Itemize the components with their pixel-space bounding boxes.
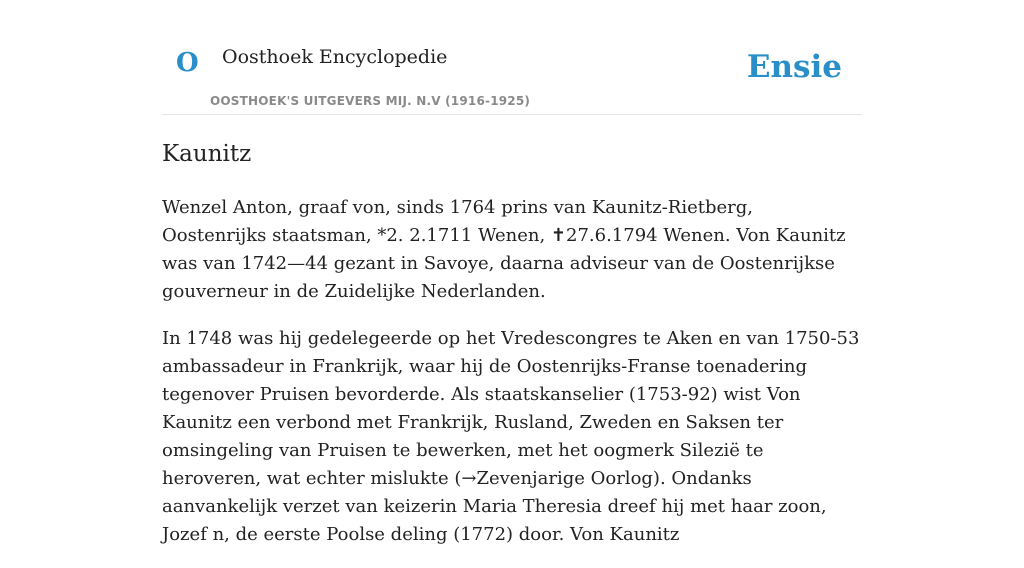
site-header xyxy=(162,0,862,115)
publisher-subtitle: OOSTHOEK'S UITGEVERS MIJ. N.V (1916-1925) xyxy=(210,94,531,108)
encyclopedia-logo[interactable]: O xyxy=(176,48,199,78)
encyclopedia-title[interactable]: Oosthoek Encyclopedie xyxy=(222,46,448,68)
article-paragraph: In 1748 was hij gedelegeerde op het Vredescongres te Aken en van 1750-53 ambassadeur in Frankrijk, waar hij de Oostenrijks-Franse toenadering tegenover Pruisen bevorderde. Als staatskanselier (1753-92) wist Von Kaunitz een verbond met Frankrijk, Rusland, Zweden en Saksen ter omsingeling van Pruisen te bewerken, met het oogmerk Silezië te heroveren, wat echter mislukte (→Zevenjarige Oorlog). Ondanks aanvankelijk verzet van keizerin Maria Theresia dreef hij met haar zoon, Jozef n, de eerste Poolse deling (1772) door. Von Kaunitz xyxy=(162,327,860,545)
article-title: Kaunitz xyxy=(162,141,252,167)
ensie-logo-link[interactable]: Ensie xyxy=(746,49,842,85)
article-paragraph: Wenzel Anton, graaf von, sinds 1764 prins van Kaunitz-Rietberg, Oostenrijks staatsman, *2. 2.1711 Wenen, ✝27.6.1794 Wenen. Von Kaunitz was van 1742—44 gezant in Savoye, daarna adviseur van de Oostenrijkse gouverneur in de Zuidelijke Nederlanden. xyxy=(162,196,846,302)
article xyxy=(162,140,862,568)
